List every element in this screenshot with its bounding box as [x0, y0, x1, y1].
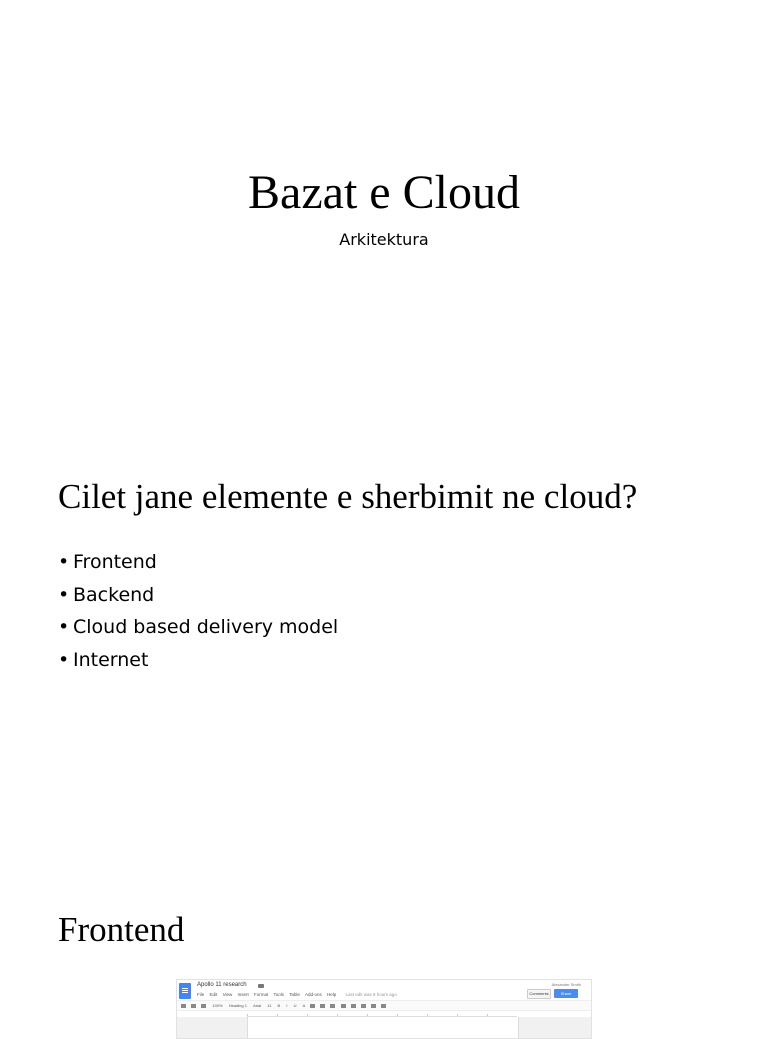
indent-icon: [361, 1004, 366, 1008]
save-status: Last edit was 8 hours ago: [345, 992, 397, 997]
list-item-text: Internet: [73, 648, 149, 671]
bold-button: B: [277, 1003, 281, 1008]
list-item-text: Cloud based delivery model: [73, 616, 339, 638]
slide-frontend: [0, 880, 768, 1024]
menu-item-insert: Insert: [237, 992, 249, 997]
share-button: Share: [554, 989, 578, 998]
clear-format-icon: [371, 1004, 376, 1008]
list-item: [58, 582, 338, 615]
text-color-button: A: [302, 1003, 306, 1008]
redo-icon: [201, 1004, 206, 1008]
list-item-text: Frontend: [73, 551, 157, 573]
menu-item-file: File: [197, 992, 205, 997]
list-icon: [351, 1004, 356, 1008]
menu-item-table: Table: [289, 992, 300, 997]
bullet-icon: •: [58, 583, 70, 606]
zoom-select: 100%: [212, 1003, 223, 1008]
list-item: [58, 614, 338, 647]
comments-button: Comments: [527, 989, 551, 999]
print-icon: [181, 1004, 186, 1008]
user-name: Alexander Smith: [551, 982, 581, 987]
style-select: Heading 1: [228, 1003, 247, 1008]
folder-icon: [258, 984, 264, 988]
align-left-icon: [320, 1004, 325, 1008]
list-item: [58, 549, 338, 582]
slide-2-title: Cilet jane elemente e sherbimit ne cloud?: [58, 477, 638, 516]
align-center-icon: [330, 1004, 335, 1008]
bullet-icon: •: [58, 648, 70, 671]
slide-1-subtitle: Arkitektura: [339, 230, 429, 249]
document-title: Apollo 11 research: [197, 982, 247, 988]
menu-item-addons: Add-ons: [304, 992, 322, 997]
menu-item-format: Format: [254, 992, 269, 997]
underline-button: U: [293, 1003, 297, 1008]
formatting-toolbar: [177, 1000, 591, 1011]
list-item-text: Backend: [73, 583, 155, 606]
menu-item-edit: Edit: [209, 992, 218, 997]
menu-item-view: View: [222, 992, 233, 997]
slide-title: [0, 0, 768, 440]
slide-3-title: Frontend: [58, 910, 185, 949]
align-right-icon: [341, 1004, 346, 1008]
docs-logo-icon: [179, 983, 191, 999]
document-canvas: [177, 1017, 591, 1039]
slide-1-title: Bazat e Cloud: [248, 166, 520, 219]
pencil-icon: [381, 1004, 386, 1008]
font-size-select: 11: [267, 1003, 272, 1008]
font-select: Arial: [253, 1003, 262, 1008]
italic-button: I: [286, 1003, 288, 1008]
menu-item-help: Help: [326, 992, 337, 997]
menu-bar: [197, 992, 401, 997]
menu-item-tools: Tools: [273, 992, 284, 997]
docs-editor-screenshot: [176, 979, 592, 1039]
bullet-list: [58, 549, 338, 679]
bullet-icon: •: [58, 551, 70, 573]
undo-icon: [191, 1004, 196, 1008]
list-item: [58, 647, 338, 680]
slide-elements: [0, 440, 768, 880]
document-page: [247, 1017, 519, 1039]
bullet-icon: •: [58, 616, 70, 638]
link-icon: [310, 1004, 315, 1008]
